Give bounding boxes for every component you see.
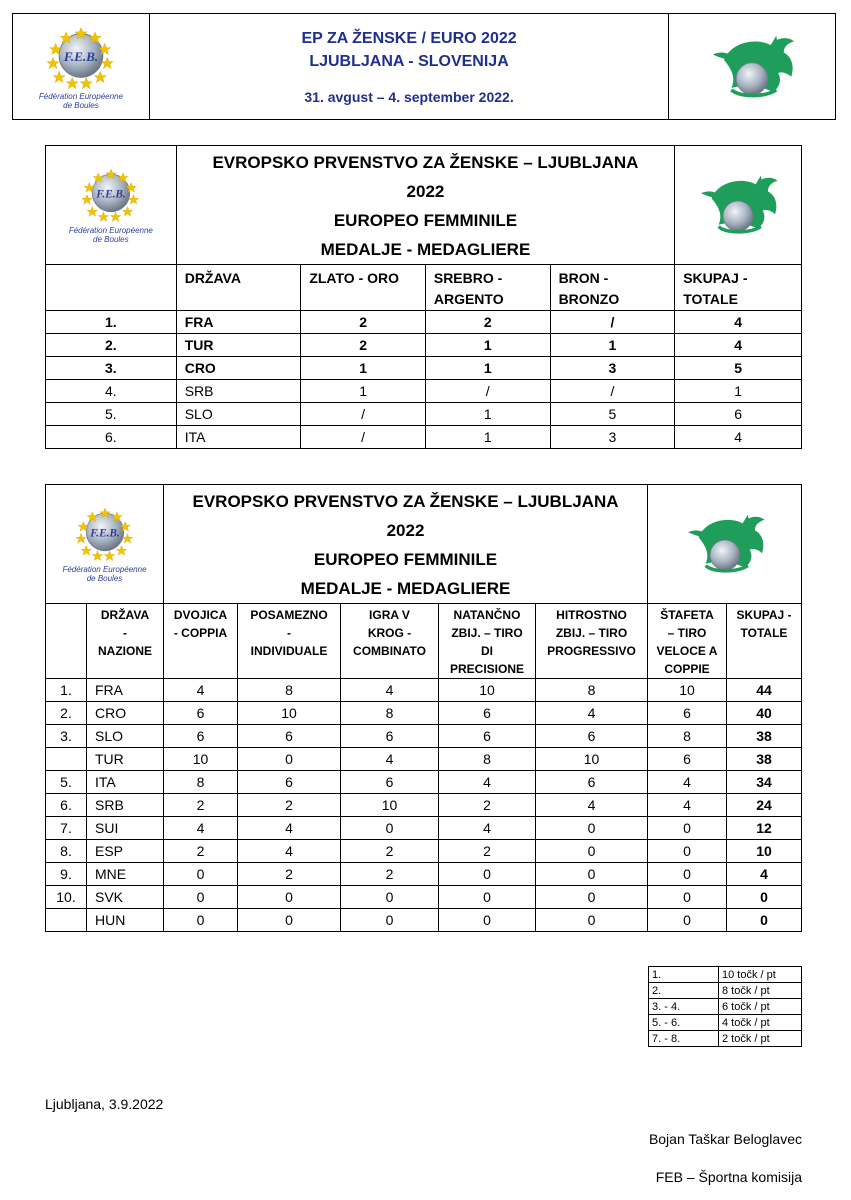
points-table <box>45 484 802 932</box>
total-cell: 38 <box>727 748 802 771</box>
header-line: - <box>287 626 291 640</box>
header-line: - <box>123 626 127 640</box>
col-silver: SREBRO - ARGENTO <box>425 265 550 311</box>
points-cell: 0 <box>648 840 727 863</box>
medal-row <box>46 380 802 403</box>
col-gold: ZLATO - ORO <box>301 265 426 311</box>
country-cell: ITA <box>87 771 164 794</box>
t2-feb-logo-cell <box>46 485 164 604</box>
total-cell: 24 <box>727 794 802 817</box>
points-cell: 0 <box>439 886 536 909</box>
header-line: ZBIJ. – TIRO <box>451 626 523 640</box>
gold-cell: 2 <box>301 334 426 357</box>
col-country <box>87 604 164 679</box>
col-individual <box>238 604 341 679</box>
country-cell: HUN <box>87 909 164 932</box>
header-line: DI <box>481 644 493 658</box>
points-cell: 4 <box>439 817 536 840</box>
legend-points: 2 točk / pt <box>719 1031 802 1047</box>
legend-row <box>649 999 802 1015</box>
points-row <box>46 725 802 748</box>
header-line: IGRA V <box>369 608 410 622</box>
points-row <box>46 748 802 771</box>
legend-place: 7. - 8. <box>649 1031 719 1047</box>
header-line: POSAMEZNO <box>250 608 328 622</box>
points-cell: 2 <box>439 794 536 817</box>
country-cell: FRA <box>87 679 164 702</box>
points-cell: 0 <box>536 840 648 863</box>
points-cell: 2 <box>164 840 238 863</box>
points-legend <box>648 966 802 1047</box>
points-cell: 0 <box>439 863 536 886</box>
header-line: COMBINATO <box>353 644 426 658</box>
rank-cell: 6. <box>46 426 177 449</box>
col-combined <box>341 604 439 679</box>
points-cell: 4 <box>648 794 727 817</box>
points-cell: 4 <box>341 748 439 771</box>
medal-row <box>46 311 802 334</box>
rank-cell <box>46 748 87 771</box>
rank-cell: 5. <box>46 403 177 426</box>
points-header-row <box>46 604 802 679</box>
points-cell: 0 <box>648 863 727 886</box>
gold-cell: 1 <box>301 380 426 403</box>
total-cell: 12 <box>727 817 802 840</box>
points-cell: 4 <box>341 679 439 702</box>
col-bronze: BRON - BRONZO <box>550 265 675 311</box>
dragon-logo-icon <box>693 172 783 238</box>
gold-cell: / <box>301 426 426 449</box>
points-cell: 0 <box>648 886 727 909</box>
silver-cell: 1 <box>425 357 550 380</box>
rank-cell: 1. <box>46 311 177 334</box>
legend-place: 2. <box>649 983 719 999</box>
header-line: ŠTAFETA <box>660 608 714 622</box>
header-line: DRŽAVA <box>100 608 150 622</box>
silver-cell: / <box>425 380 550 403</box>
gold-cell: / <box>301 403 426 426</box>
rank-cell: 1. <box>46 679 87 702</box>
col-precision <box>439 604 536 679</box>
bronze-cell: 5 <box>550 403 675 426</box>
feb-logo-cell <box>13 14 150 120</box>
total-cell: 44 <box>727 679 802 702</box>
points-cell: 6 <box>341 771 439 794</box>
total-cell: 38 <box>727 725 802 748</box>
points-cell: 8 <box>238 679 341 702</box>
feb-logo-icon <box>69 166 153 226</box>
signatory: Bojan Taškar Beloglavec <box>648 1131 802 1147</box>
gold-cell: 1 <box>301 357 426 380</box>
header-line: - COPPIA <box>173 626 228 640</box>
country-cell: TUR <box>176 334 301 357</box>
medal-table <box>45 145 802 449</box>
points-cell: 0 <box>536 817 648 840</box>
points-cell: 0 <box>164 909 238 932</box>
legend-place: 3. - 4. <box>649 999 719 1015</box>
feb-org-line1: Fédération Européenne <box>68 226 153 235</box>
bronze-cell: / <box>550 311 675 334</box>
rank-cell: 7. <box>46 817 87 840</box>
rank-cell <box>46 909 87 932</box>
country-cell: CRO <box>176 357 301 380</box>
rank-cell: 10. <box>46 886 87 909</box>
points-cell: 10 <box>238 702 341 725</box>
silver-cell: 2 <box>425 311 550 334</box>
points-rows <box>46 679 802 932</box>
title-line1: EVROPSKO PRVENSTVO ZA ŽENSKE – LJUBLJANA <box>212 153 639 172</box>
points-row <box>46 679 802 702</box>
points-cell: 4 <box>536 794 648 817</box>
points-cell: 4 <box>164 679 238 702</box>
col-total <box>727 604 802 679</box>
points-cell: 10 <box>536 748 648 771</box>
organization: FEB – Športna komisija <box>655 1169 802 1185</box>
legend-row <box>649 1015 802 1031</box>
points-cell: 6 <box>536 771 648 794</box>
dragon-logo-cell <box>669 14 836 120</box>
title-line3: EUROPEO FEMMINILE <box>313 550 498 569</box>
bronze-cell: 3 <box>550 426 675 449</box>
points-cell: 4 <box>439 771 536 794</box>
country-cell: MNE <box>87 863 164 886</box>
legend-row <box>649 983 802 999</box>
legend-row <box>649 967 802 983</box>
header-line: PRECISIONE <box>449 662 524 676</box>
country-cell: SLO <box>176 403 301 426</box>
silver-cell: 1 <box>425 403 550 426</box>
header-line: TOTALE <box>740 626 788 640</box>
rank-cell: 2. <box>46 702 87 725</box>
country-cell: SUI <box>87 817 164 840</box>
legend-place: 5. - 6. <box>649 1015 719 1031</box>
points-cell: 6 <box>439 725 536 748</box>
points-cell: 0 <box>536 863 648 886</box>
header-line: NAZIONE <box>98 644 152 658</box>
medal-row <box>46 334 802 357</box>
points-cell: 4 <box>238 840 341 863</box>
feb-org-line2: de Boules <box>93 235 129 244</box>
header-line: KROG - <box>367 626 412 640</box>
points-row <box>46 702 802 725</box>
event-location: LJUBLJANA - SLOVENIJA <box>309 52 509 70</box>
points-cell: 0 <box>439 909 536 932</box>
points-row <box>46 840 802 863</box>
points-cell: 10 <box>164 748 238 771</box>
header-line: HITROSTNO <box>556 608 627 622</box>
header-line: VELOCE A <box>656 644 718 658</box>
country-cell: FRA <box>176 311 301 334</box>
points-cell: 2 <box>341 840 439 863</box>
rank-cell: 9. <box>46 863 87 886</box>
legend-place: 1. <box>649 967 719 983</box>
country-cell: TUR <box>87 748 164 771</box>
points-row <box>46 771 802 794</box>
dragon-logo-icon <box>680 511 770 577</box>
place-date: Ljubljana, 3.9.2022 <box>45 1096 164 1112</box>
points-cell: 0 <box>164 863 238 886</box>
points-cell: 4 <box>238 817 341 840</box>
points-cell: 0 <box>648 909 727 932</box>
points-cell: 8 <box>536 679 648 702</box>
points-cell: 0 <box>238 909 341 932</box>
points-cell: 6 <box>536 725 648 748</box>
country-cell: CRO <box>87 702 164 725</box>
feb-org-line1: Fédération Européenne <box>38 91 123 101</box>
points-cell: 10 <box>648 679 727 702</box>
rank-cell: 2. <box>46 334 177 357</box>
points-cell: 6 <box>164 702 238 725</box>
title-line4: MEDALJE - MEDAGLIERE <box>320 240 531 259</box>
header-line: ZBIJ. – TIRO <box>555 626 628 640</box>
points-row <box>46 909 802 932</box>
points-cell: 4 <box>164 817 238 840</box>
col-pairs <box>164 604 238 679</box>
points-cell: 6 <box>648 748 727 771</box>
header-line: COPPIE <box>664 662 710 676</box>
dragon-logo-icon <box>704 32 800 102</box>
total-cell: 4 <box>675 426 802 449</box>
col-country: DRŽAVA <box>176 265 301 311</box>
feb-org-line1: Fédération Européenne <box>62 565 147 574</box>
header-line: INDIVIDUALE <box>250 644 328 658</box>
points-cell: 0 <box>238 886 341 909</box>
points-cell: 2 <box>238 794 341 817</box>
legend-points: 4 točk / pt <box>719 1015 802 1031</box>
points-cell: 6 <box>238 725 341 748</box>
silver-cell: 1 <box>425 334 550 357</box>
points-cell: 2 <box>341 863 439 886</box>
points-cell: 0 <box>341 909 439 932</box>
total-cell: 1 <box>675 380 802 403</box>
header-title-cell <box>149 14 668 120</box>
points-cell: 0 <box>536 886 648 909</box>
title-line2: 2022 <box>406 182 445 201</box>
total-cell: 4 <box>727 863 802 886</box>
country-cell: SVK <box>87 886 164 909</box>
country-cell: SRB <box>87 794 164 817</box>
points-cell: 10 <box>439 679 536 702</box>
title-line1: EVROPSKO PRVENSTVO ZA ŽENSKE – LJUBLJANA <box>192 492 619 511</box>
t1-feb-logo-cell <box>46 146 177 265</box>
header-line: DVOJICA <box>173 608 228 622</box>
points-cell: 6 <box>164 725 238 748</box>
total-cell: 40 <box>727 702 802 725</box>
points-row <box>46 863 802 886</box>
rank-cell: 3. <box>46 357 177 380</box>
feb-org-line2: de Boules <box>86 574 123 583</box>
col-progressive <box>536 604 648 679</box>
feb-logo-icon <box>63 505 147 565</box>
points-cell: 8 <box>164 771 238 794</box>
points-cell: 0 <box>164 886 238 909</box>
medal-row <box>46 426 802 449</box>
medal-rows <box>46 311 802 449</box>
points-row <box>46 817 802 840</box>
header-line: NATANČNO <box>453 608 521 622</box>
country-cell: ESP <box>87 840 164 863</box>
title-line4: MEDALJE - MEDAGLIERE <box>300 579 511 598</box>
total-cell: 0 <box>727 886 802 909</box>
rank-cell: 5. <box>46 771 87 794</box>
points-cell: 10 <box>341 794 439 817</box>
country-cell: SLO <box>87 725 164 748</box>
feb-logo-icon <box>31 24 131 94</box>
feb-org-name <box>13 92 149 110</box>
silver-cell: 1 <box>425 426 550 449</box>
rank-cell: 4. <box>46 380 177 403</box>
points-cell: 6 <box>439 702 536 725</box>
total-cell: 34 <box>727 771 802 794</box>
points-cell: 2 <box>164 794 238 817</box>
rank-cell: 3. <box>46 725 87 748</box>
country-cell: SRB <box>176 380 301 403</box>
col-total: SKUPAJ - TOTALE <box>675 265 802 311</box>
feb-org-line2: de Boules <box>63 100 99 110</box>
points-cell: 8 <box>341 702 439 725</box>
rank-cell: 6. <box>46 794 87 817</box>
header-line: – TIRO <box>667 626 707 640</box>
t1-dragon-logo-cell <box>675 146 802 265</box>
points-cell: 4 <box>536 702 648 725</box>
points-row <box>46 886 802 909</box>
points-table-title <box>164 485 648 604</box>
title-line3: EUROPEO FEMMINILE <box>333 211 518 230</box>
col-relay <box>648 604 727 679</box>
medal-table-title <box>176 146 675 265</box>
points-cell: 0 <box>341 886 439 909</box>
points-cell: 0 <box>238 748 341 771</box>
legend-points: 10 točk / pt <box>719 967 802 983</box>
points-cell: 6 <box>238 771 341 794</box>
total-cell: 4 <box>675 334 802 357</box>
bronze-cell: 1 <box>550 334 675 357</box>
medal-row <box>46 357 802 380</box>
legend-points: 8 točk / pt <box>719 983 802 999</box>
title-line2: 2022 <box>386 521 425 540</box>
points-cell: 8 <box>648 725 727 748</box>
total-cell: 6 <box>675 403 802 426</box>
points-row <box>46 794 802 817</box>
medal-row <box>46 403 802 426</box>
points-cell: 4 <box>648 771 727 794</box>
legend-row <box>649 1031 802 1047</box>
points-cell: 2 <box>238 863 341 886</box>
points-cell: 0 <box>648 817 727 840</box>
points-cell: 0 <box>536 909 648 932</box>
header-line: PROGRESSIVO <box>547 644 636 658</box>
header-line: SKUPAJ - <box>736 608 792 622</box>
event-title: EP ZA ŽENSKE / EURO 2022 <box>301 29 517 47</box>
points-cell: 2 <box>439 840 536 863</box>
total-cell: 0 <box>727 909 802 932</box>
total-cell: 5 <box>675 357 802 380</box>
points-cell: 0 <box>341 817 439 840</box>
gold-cell: 2 <box>301 311 426 334</box>
legend-points: 6 točk / pt <box>719 999 802 1015</box>
bronze-cell: 3 <box>550 357 675 380</box>
t2-dragon-logo-cell <box>648 485 802 604</box>
country-cell: ITA <box>176 426 301 449</box>
points-cell: 6 <box>341 725 439 748</box>
event-dates: 31. avgust – 4. september 2022. <box>304 88 514 105</box>
points-cell: 8 <box>439 748 536 771</box>
bronze-cell: / <box>550 380 675 403</box>
total-cell: 10 <box>727 840 802 863</box>
total-cell: 4 <box>675 311 802 334</box>
rank-cell: 8. <box>46 840 87 863</box>
document-header <box>12 13 836 120</box>
points-cell: 6 <box>648 702 727 725</box>
